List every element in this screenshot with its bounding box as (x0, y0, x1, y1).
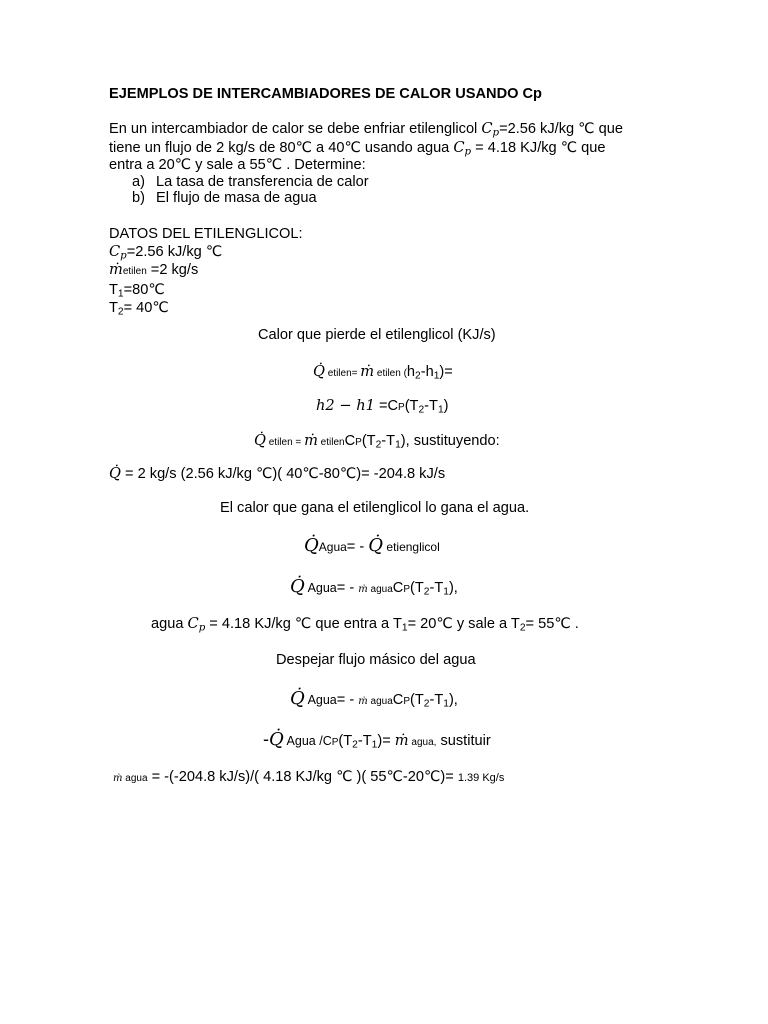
datos-section (109, 225, 303, 317)
calor-heading: Calor que pierde el etilenglicol (KJ/s) (258, 327, 496, 343)
equation-q-etilen: Q̇ etilen= ṁ etilen $(h_2-h_1)=$ (313, 363, 453, 382)
problem-line-3: entra a 20℃ y sale a 55℃ . Determine: (109, 157, 366, 173)
document-title: EJEMPLOS DE INTERCAMBIADORES DE CALOR USANDO Cp (109, 86, 542, 102)
equation-q-agua: Q̇Agua= - Q̇ etienglicol (304, 535, 440, 556)
problem-statement (109, 120, 659, 206)
datos-cp: $C_p=2.56$ kJ/kg ℃ (109, 243, 223, 262)
problem-item-b: b) El flujo de masa de agua (132, 190, 317, 206)
datos-heading: DATOS DEL ETILENGLICOL: (109, 226, 303, 242)
problem-line-2: tiene un flujo de 2 kg/s de 80℃ a 40℃ usando agua $C_p = 4.18$ KJ/kg ℃ que (109, 139, 606, 158)
agua-data-line: agua $C_p = 4.18$ KJ/kg ℃ que entra a $T_1=$ 20℃ y sale a $T_2=$ 55℃ . (151, 615, 579, 634)
equation-q-etilen-cp: Q̇ etilen = ṁ $etilenCP(T_2-T_1)$, sustituyendo: (254, 432, 500, 451)
datos-t1: $T_1=80℃$ (109, 282, 165, 300)
datos-t2: $T_2=$ 40℃ (109, 300, 169, 318)
equation-h-difference: ℎ2 − ℎ1 $=CP(T_2-T_1)$ (316, 397, 449, 416)
despejar-heading: Despejar flujo másico del agua (276, 652, 476, 668)
agua-heading: El calor que gana el etilenglicol lo gana el agua. (220, 500, 530, 516)
equation-q-result: Q̇ = 2 kg/s (2.56 kJ/kg ℃)( 40℃-80℃)= -204.8 kJ/s (109, 465, 446, 482)
problem-line-1: En un intercambiador de calor se debe enfriar etilenglicol $C_p=2.56$ kJ/kg ℃ que (109, 120, 623, 139)
equation-mass-flow-solve: -Q̇ Agua $/CP(T_2-T_1)=$ ṁ agua, sustituir (263, 729, 491, 751)
equation-q-agua-repeat: Q̇ Agua= - ṁ $aguaCP(T_2-T_1)$, (290, 688, 458, 710)
problem-item-a: a) La tasa de transferencia de calor (132, 174, 369, 190)
datos-mass-flow: ṁetilen =2 kg/s (109, 261, 199, 278)
equation-mass-flow-result: ṁ agua = -(-204.8 kJ/s)/( 4.18 KJ/kg ℃ )( 55℃-20℃)= 1.39 Kg/s (113, 769, 505, 785)
equation-q-agua-cp: Q̇ Agua= - ṁ $aguaCP(T_2-T_1)$, (290, 576, 458, 598)
